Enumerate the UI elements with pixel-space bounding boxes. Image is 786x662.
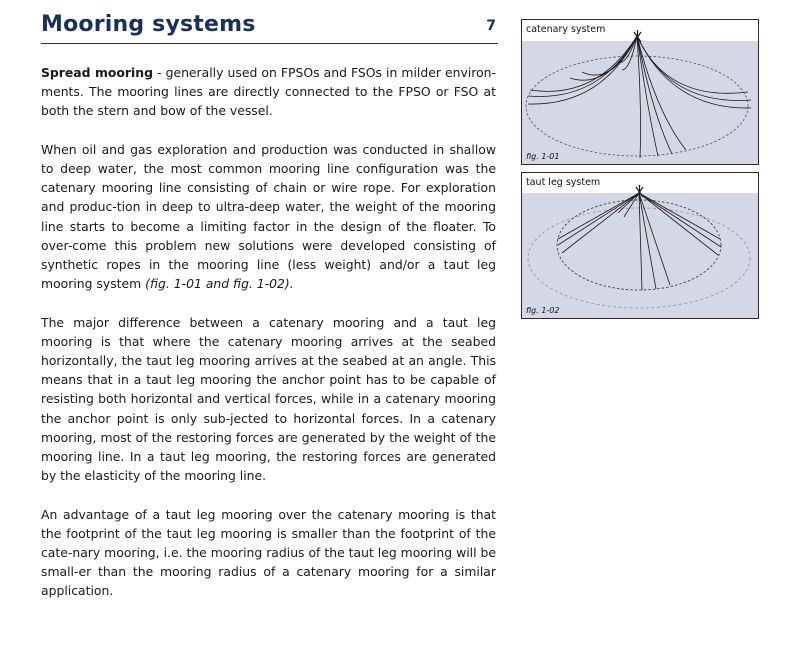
title-divider [41,43,498,44]
paragraph-deep-water [41,140,496,294]
figure-reference: (fig. 1-01 and fig. 1-02). [145,276,294,292]
catenary-illustration [522,20,758,164]
paragraph-advantage: An advantage of a taut leg mooring over the catenary mooring is that the footprint of the taut leg mooring is smaller than the footprint of the cate-nary mooring, i.e. the mooring radius of the taut leg mooring will be small-er than the mooring radius of a catenary mooring for a similar application. [41,506,496,599]
paragraph-text: When oil and gas exploration and production was conducted in shallow to deep water, the most common mooring line configuration was the catenary mooring line consisting of chain or wire rope. For exploration and produc-tion in deep to ultra-deep water, the weight of the mooring line starts to become a limiting factor in the design of the floater. To over-come this problem new solutions were developed consisting of synthetic ropes in the mooring line (less weight) and/or a taut leg mooring system [41,141,496,292]
page-number: 7 [486,18,496,34]
figure-catenary [521,19,759,165]
page-title: Mooring systems [41,12,256,37]
figure-title: catenary system [526,24,606,35]
figure-title: taut leg system [526,177,601,188]
paragraph-difference: The major difference between a catenary mooring and a taut leg mooring is that where the catenary mooring arrives at the seabed horizontally, the taut leg mooring arrives at the seabed at an angle. This means that in a taut leg mooring the anchor point has to be capable of resisting both horizontal and vertical forces, while in a catenary mooring the anchor point is only sub-jected to horizontal forces. In a catenary mooring, most of the restoring forces are generated by the weight of the mooring line. In a taut leg mooring, the restoring forces are generated by the elasticity of the mooring line. [41,314,496,484]
paragraph-text: - generally used on FPSOs and FSOs in milder environ-ments. The mooring lines are directly connected to the FPSO or FSO at both the stern and bow of the vessel. [41,65,496,119]
figure-caption: fig. 1-01 [526,152,560,161]
seabed-area [522,193,758,318]
figure-caption: fig. 1-02 [526,306,560,315]
taut-leg-illustration [522,173,758,318]
paragraph-spread-mooring [41,63,496,121]
article-body [41,63,496,620]
figure-taut-leg [521,172,759,319]
term-spread-mooring: Spread mooring [41,65,153,80]
